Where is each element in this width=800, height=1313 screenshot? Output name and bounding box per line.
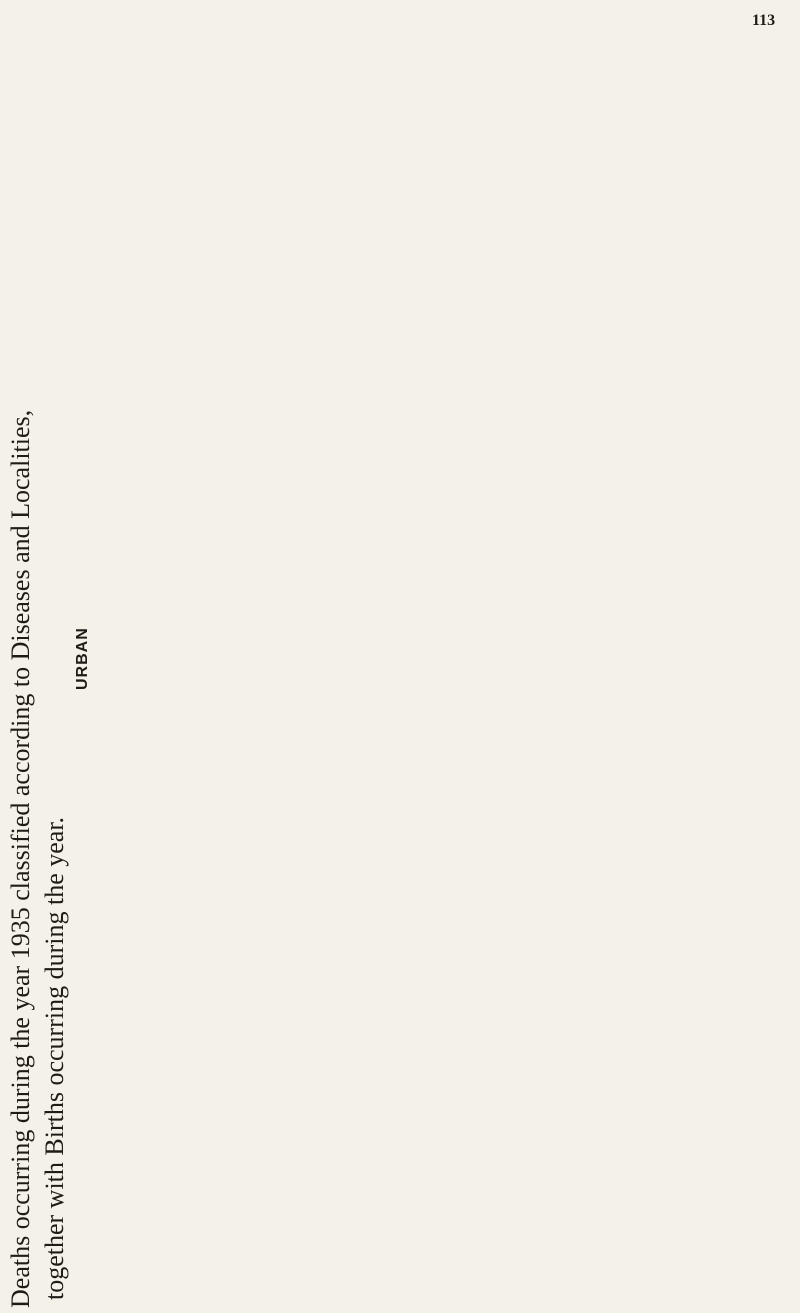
statistics-table	[158, 14, 800, 1306]
title-strip	[0, 0, 110, 1313]
page-title: Deaths occurring during the year 1935 classified according to Diseases and Localities,	[6, 409, 35, 1308]
page-number: 113	[752, 12, 776, 29]
statistics-table-container	[158, 14, 800, 1306]
section-label: URBAN	[74, 627, 91, 690]
page-subtitle: together with Births occurring during the year.	[40, 816, 69, 1300]
